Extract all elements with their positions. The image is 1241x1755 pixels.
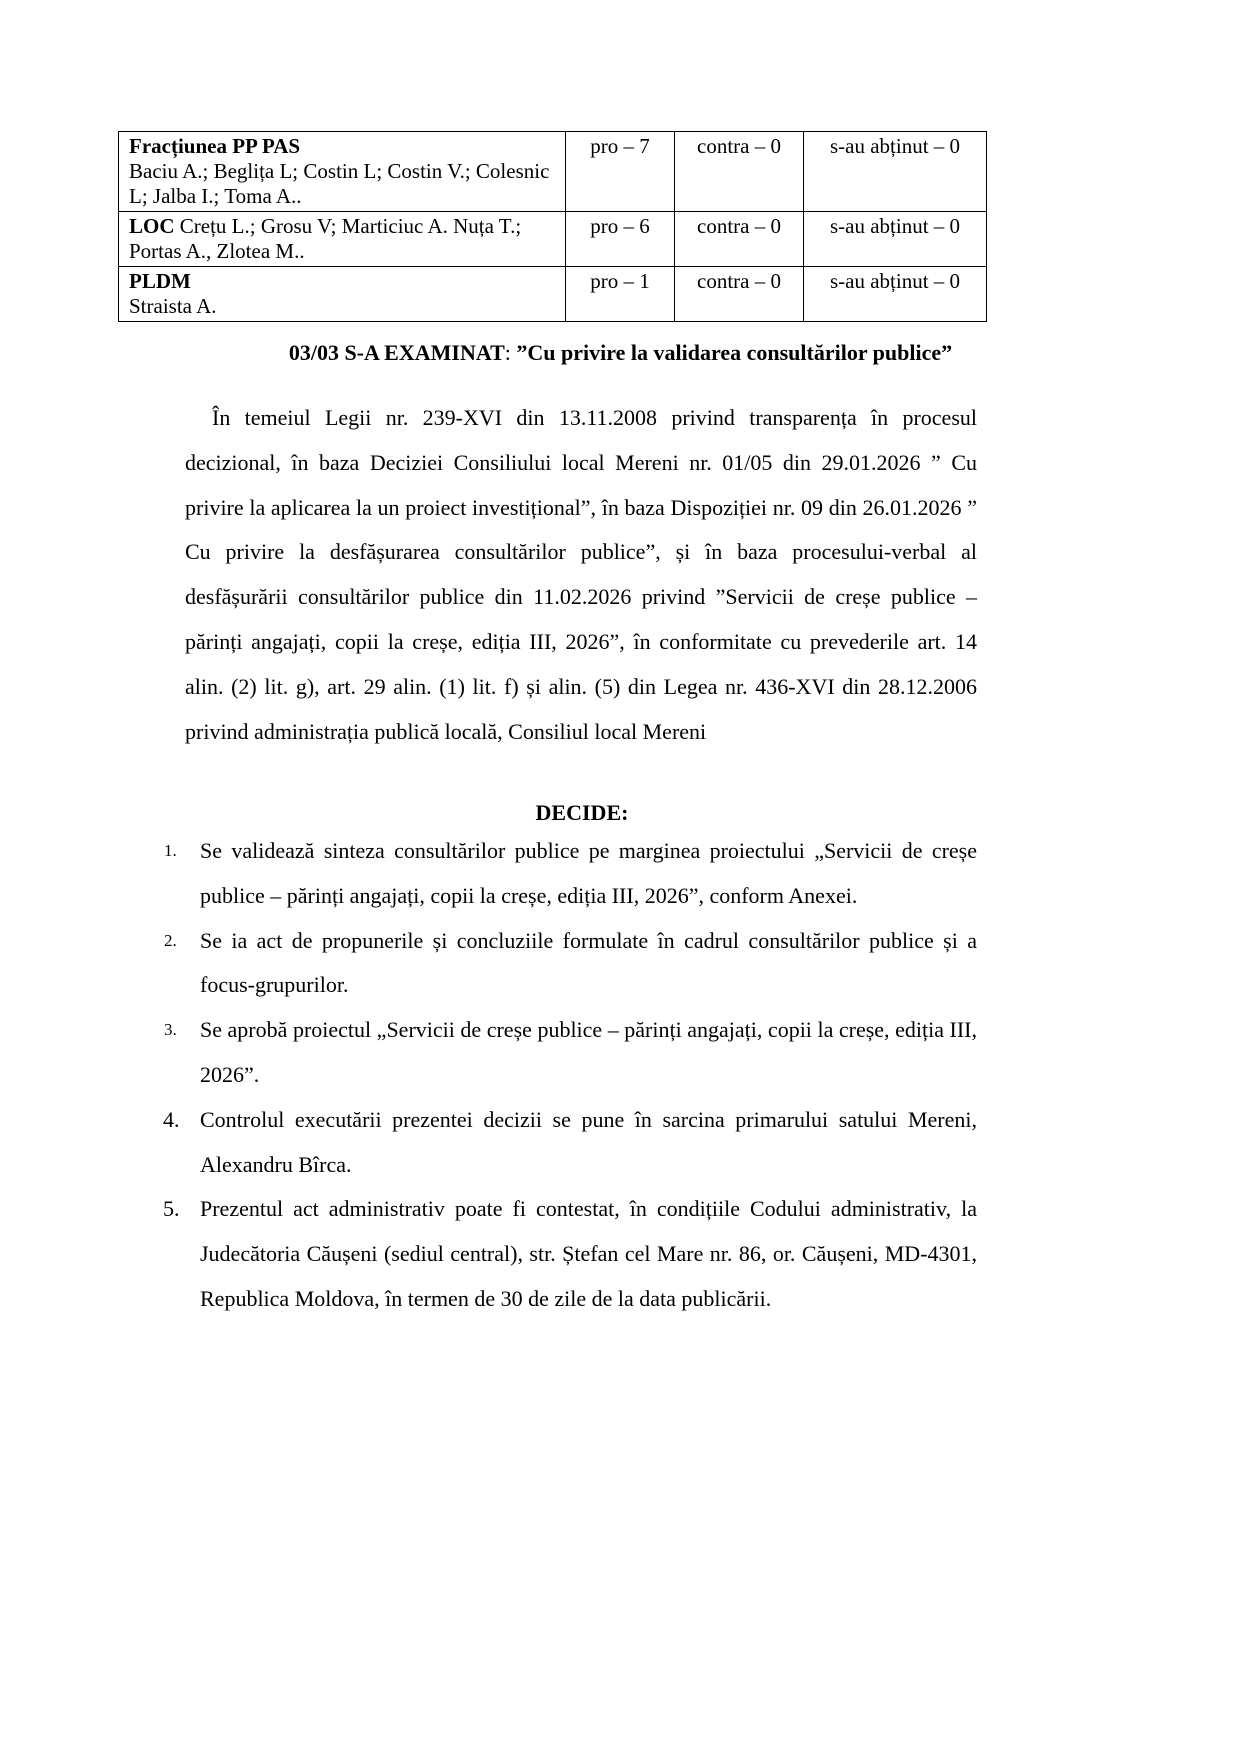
section-title: ”Cu privire la validarea consultărilor publice”	[516, 340, 953, 365]
item-text: Se ia act de propunerile și concluziile formulate în cadrul consultărilor publice și a focus-grupurilor.	[200, 927, 977, 998]
decision-item	[150, 829, 977, 919]
pro-votes: pro – 6	[566, 212, 675, 267]
item-number: 5.	[163, 1196, 180, 1222]
contra-votes: contra – 0	[675, 267, 804, 322]
decision-item	[150, 1187, 977, 1321]
decision-item	[150, 1098, 977, 1188]
section-heading	[0, 340, 1241, 366]
abstained-votes: s-au abținut – 0	[804, 267, 987, 322]
group-cell	[119, 212, 566, 267]
item-number: 4.	[163, 1106, 180, 1132]
group-members: Baciu A.; Beglița L; Costin L; Costin V.; Colesnic L; Jalba I.; Toma A..	[129, 159, 550, 208]
section-number: 03/03 S-A EXAMINAT	[288, 340, 505, 365]
group-name: LOC	[129, 214, 175, 238]
group-cell	[119, 132, 566, 212]
preamble-paragraph: În temeiul Legii nr. 239-XVI din 13.11.2008 privind transparența în procesul decizional, în baza Deciziei Consiliului local Mereni nr. 01/05 din 29.01.2026 ” Cu privire la aplicarea la un proiect investițional”, în baza Dispoziției nr. 09 din 26.01.2026 ” Cu privire la desfășurarea consultărilor publice”, și în baza procesului-verbal al desfășurării consultărilor publice din 11.02.2026 privind ”Servicii de creșe publice – părinți angajați, copii la creșe, ediția III, 2026”, în conformitate cu prevederile art. 14 alin. (2) lit. g), art. 29 alin. (1) lit. f) și alin. (5) din Legea nr. 436-XVI din 28.12.2006 privind administrația publică locală, Consiliul local Mereni	[185, 405, 977, 744]
decision-item	[150, 919, 977, 1009]
table-row	[119, 212, 987, 267]
table-row	[119, 132, 987, 212]
contra-votes: contra – 0	[675, 212, 804, 267]
decide-heading: DECIDE:	[535, 800, 629, 825]
item-text: Controlul executării prezentei decizii se pune în sarcina primarului satului Mereni, Alexandru Bîrca.	[200, 1106, 977, 1177]
contra-votes: contra – 0	[675, 132, 804, 212]
pro-votes: pro – 1	[566, 267, 675, 322]
decision-item	[150, 1008, 977, 1098]
group-name: PLDM	[129, 269, 191, 293]
item-text: Se validează sinteza consultărilor publice pe marginea proiectului „Servicii de creșe publice – părinți angajați, copii la creșe, ediția III, 2026”, conform Anexei.	[200, 838, 977, 908]
group-members: Crețu L.; Grosu V; Marticiuc A. Nuța T.; Portas A., Zlotea M..	[129, 214, 522, 263]
item-text: Prezentul act administrativ poate fi contestat, în condițiile Codului administrativ, la Judecătoria Căușeni (sediul central), str. Ștefan cel Mare nr. 86, or. Căușeni, MD-4301, Republica Moldova, în termen de 30 de zile de la data publicării.	[200, 1196, 977, 1311]
abstained-votes: s-au abținut – 0	[804, 212, 987, 267]
item-text: Se aprobă proiectul „Servicii de creșe publice – părinți angajați, copii la creșe, ediția III, 2026”.	[200, 1017, 977, 1087]
abstained-votes: s-au abținut – 0	[804, 132, 987, 212]
pro-votes: pro – 7	[566, 132, 675, 212]
group-members: Straista A.	[129, 294, 217, 318]
vote-results-table	[118, 131, 987, 322]
item-number: 2.	[164, 930, 177, 950]
decisions-list	[150, 829, 977, 1322]
group-cell	[119, 267, 566, 322]
item-number: 1.	[164, 841, 177, 860]
table-row	[119, 267, 987, 322]
item-number: 3.	[164, 1020, 177, 1040]
section-separator: :	[504, 340, 517, 365]
group-name: Fracțiunea PP PAS	[129, 134, 301, 158]
